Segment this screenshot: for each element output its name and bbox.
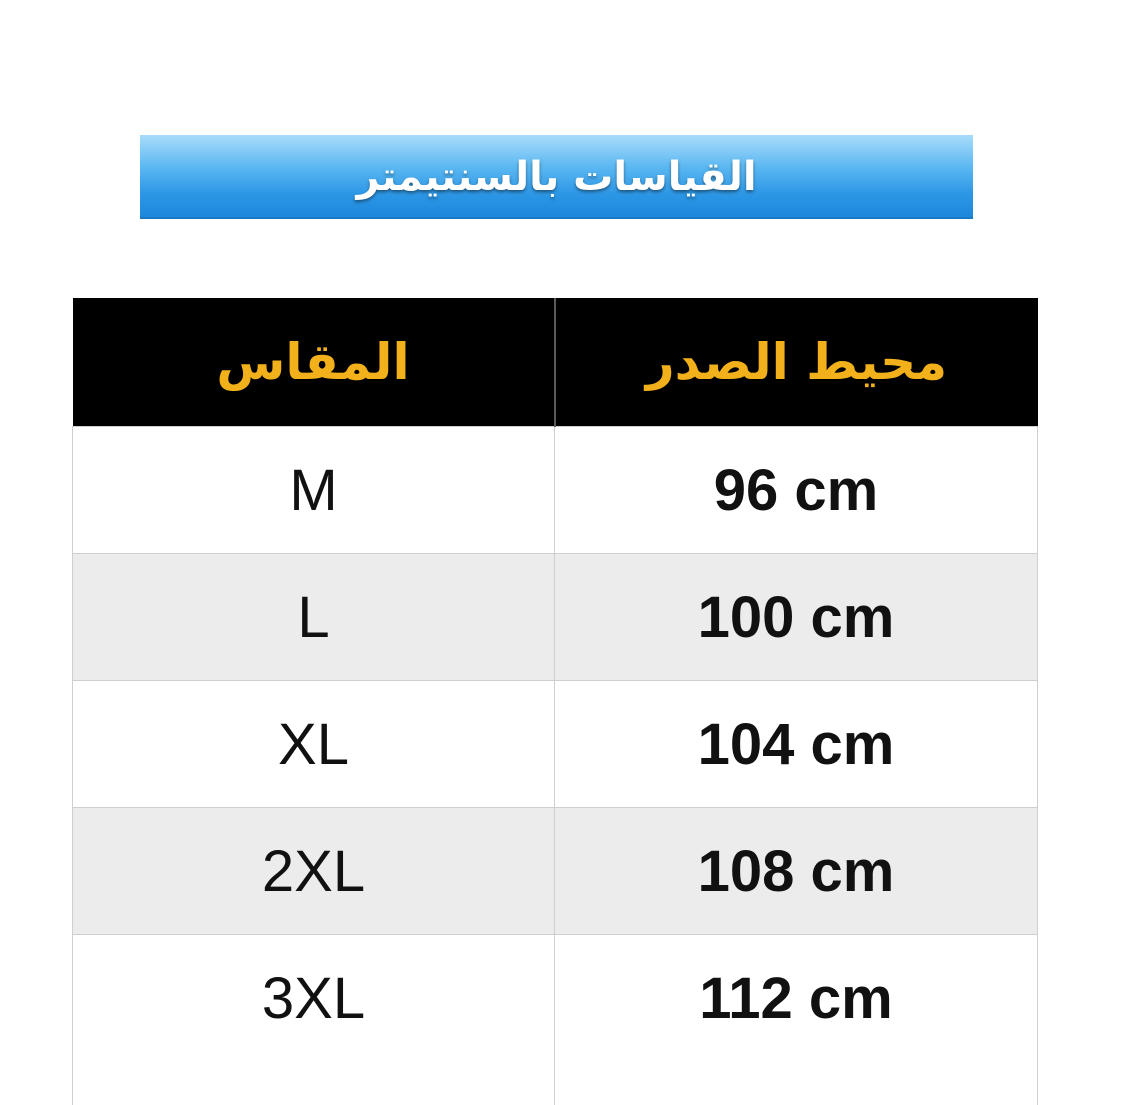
size-cell: M bbox=[73, 427, 555, 554]
size-cell: XL bbox=[73, 681, 555, 808]
page-title: القياسات بالسنتيمتر bbox=[356, 154, 756, 200]
size-cell: 2XL bbox=[73, 808, 555, 935]
size-chart-table bbox=[72, 298, 1038, 1105]
chest-cell: 96 cm bbox=[555, 427, 1038, 554]
size-cell: L bbox=[73, 554, 555, 681]
table-row bbox=[73, 935, 1038, 1105]
chest-cell: 108 cm bbox=[555, 808, 1038, 935]
chest-column-header: محيط الصدر bbox=[555, 298, 1038, 427]
chest-cell: 104 cm bbox=[555, 681, 1038, 808]
chest-cell: 112 cm bbox=[555, 935, 1038, 1105]
table-header-row bbox=[73, 298, 1038, 427]
title-banner bbox=[140, 135, 973, 219]
table-row bbox=[73, 554, 1038, 681]
chest-cell: 100 cm bbox=[555, 554, 1038, 681]
table-row bbox=[73, 681, 1038, 808]
table-row bbox=[73, 808, 1038, 935]
table-row bbox=[73, 427, 1038, 554]
size-cell: 3XL bbox=[73, 935, 555, 1105]
size-column-header: المقاس bbox=[73, 298, 555, 427]
